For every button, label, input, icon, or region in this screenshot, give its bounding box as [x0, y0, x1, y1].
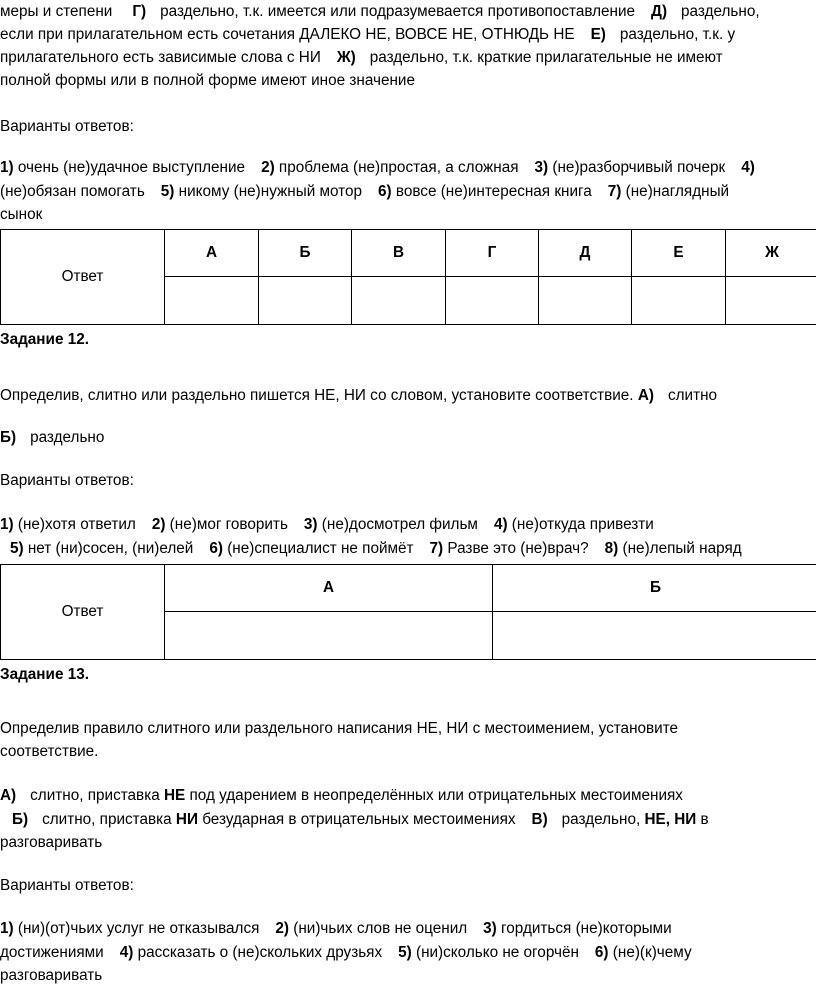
intro-line-2: если при прилагательном есть сочетания ДАЛЕКО НЕ, ВОВСЕ НЕ, ОТНЮДЬ НЕ Е) раздельно, т.к. у	[0, 26, 736, 43]
answer-table-12	[0, 564, 816, 660]
intro-line-3: прилагательного есть зависимые слова с НИ Ж) раздельно, т.к. краткие прилагательные не имеют	[0, 49, 723, 66]
task-13-instruction-1: Определив правило слитного или раздельного написания НЕ, НИ с местоимением, установите	[0, 720, 679, 737]
task-12-option-b: Б) раздельно	[0, 429, 105, 446]
column-header: Е	[632, 230, 726, 277]
column-header: Б	[259, 230, 352, 277]
answer-cell[interactable]	[726, 277, 816, 325]
options-line-2: достижениями 4) рассказать о (не)скольких друзьях 5) (ни)сколько не огорчён 6) (не)(к)чему	[0, 944, 692, 961]
options-line-2: (не)обязан помогать 5) никому (не)нужный мотор 6) вовсе (не)интересная книга 7) (не)наглядный	[0, 183, 730, 200]
answer-cell[interactable]	[446, 277, 539, 325]
column-header: Б	[493, 565, 816, 612]
options-line-2: 5) нет (ни)сосен, (ни)елей 6) (не)специалист не поймёт 7) Разве это (не)врач? 8) (не)лепый наряд	[10, 540, 742, 557]
column-header: А	[165, 230, 259, 277]
answer-cell[interactable]	[632, 277, 726, 325]
variants-label: Варианты ответов:	[0, 877, 134, 894]
task-12-instruction: Определив, слитно или раздельно пишется НЕ, НИ со словом, установите соответствие. А) слитно	[0, 387, 718, 404]
column-header: Ж	[726, 230, 816, 277]
task-12-title: Задание 12.	[0, 331, 89, 348]
options-line-1: 1) (ни)(от)чьих услуг не отказывался 2) (ни)чьих слов не оценил 3) гордиться (не)которыми	[0, 920, 672, 937]
column-header: В	[352, 230, 446, 277]
options-line-1: 1) (не)хотя ответил 2) (не)мог говорить 3) (не)досмотрел фильм 4) (не)откуда привезти	[0, 516, 654, 533]
answer-table-11	[0, 229, 816, 325]
column-header: Д	[539, 230, 632, 277]
options-tail: разговаривать	[0, 967, 103, 984]
answer-cell[interactable]	[493, 612, 816, 660]
answer-cell[interactable]	[165, 277, 259, 325]
answer-cell[interactable]	[259, 277, 352, 325]
column-header: А	[165, 565, 493, 612]
task-13-title: Задание 13.	[0, 666, 89, 683]
answer-cell[interactable]	[352, 277, 446, 325]
task-13-rule-tail: разговаривать	[0, 834, 103, 851]
intro-line-1: меры и степени Г) раздельно, т.к. имеется или подразумевается противопоставление Д) раздельно,	[0, 3, 760, 20]
intro-line-4: полной формы или в полной форме имеют иное значение	[0, 72, 415, 89]
options-tail: сынок	[0, 206, 43, 223]
answer-cell[interactable]	[539, 277, 632, 325]
options-line-1: 1) очень (не)удачное выступление 2) проблема (не)простая, а сложная 3) (не)разборчивый почерк 4)	[0, 159, 755, 176]
variants-label: Варианты ответов:	[0, 472, 134, 489]
answer-cell[interactable]	[165, 612, 493, 660]
answer-label: Ответ	[1, 565, 165, 660]
task-13-rule-b: Б) слитно, приставка НИ безударная в отрицательных местоимениях В) раздельно, НЕ, НИ в	[12, 811, 709, 828]
task-13-instruction-2: соответствие.	[0, 743, 99, 760]
task-13-rule-a: А) слитно, приставка НЕ под ударением в неопределённых или отрицательных местоимениях	[0, 787, 683, 804]
answer-label: Ответ	[1, 230, 165, 325]
variants-label: Варианты ответов:	[0, 118, 134, 135]
column-header: Г	[446, 230, 539, 277]
